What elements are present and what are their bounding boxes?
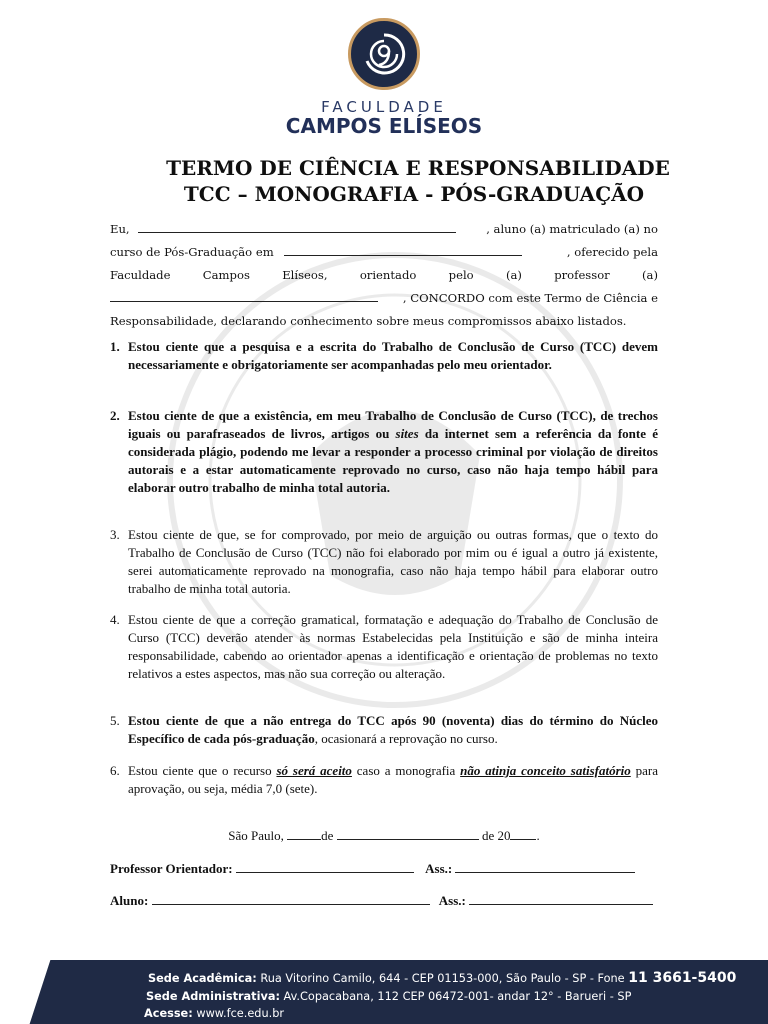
intro-text: , aluno (a) matriculado (a) no [486, 222, 658, 236]
year-blank-field[interactable] [510, 829, 536, 840]
advisor-signature-field[interactable] [455, 862, 635, 873]
day-blank-field[interactable] [287, 829, 321, 840]
intro-text: curso de Pós-Graduação em [110, 245, 274, 259]
logo-text-bottom: CAMPOS ELÍSEOS [285, 114, 483, 138]
intro-text: Faculdade Campos Elíseos, orientado pelo (a) professor (a) [110, 268, 658, 282]
logo-text-top: FACULDADE [321, 98, 447, 116]
intro-paragraph [110, 218, 658, 333]
name-blank-field[interactable] [138, 222, 456, 233]
document-subtitle: TCC – MONOGRAFIA - PÓS-GRADUAÇÃO [183, 182, 645, 206]
student-signature-row: Aluno: Ass.: [110, 893, 658, 909]
list-item: 3. Estou ciente de que, se for comprovado, por meio de arguição ou outras formas, que o texto do Trabalho de Conclusão de Curso (TCC) não foi elaborado por mim ou é igual a outro já existente, serei automaticamente reprovado na monografia, caso não haja tempo hábil para elaborar outro trabalho de minha total autoria. [110, 527, 658, 596]
intro-text: Responsabilidade, declarando conhecimento sobre meus compromissos abaixo listados. [110, 314, 627, 328]
footer-admin-address: Sede Administrativa: Av.Copacabana, 112 CEP 06472-001- andar 12° - Barueri - SP [146, 990, 632, 1003]
course-blank-field[interactable] [284, 245, 522, 256]
list-item: 6. Estou ciente que o recurso só será aceito caso a monografia não atinja conceito satisfatório para aprovação, ou seja, média 7,0 (sete). [110, 763, 658, 796]
list-item: 1. Estou ciente que a pesquisa e a escrita do Trabalho de Conclusão de Curso (TCC) devem necessariamente e obrigatoriamente ser acompanhadas pelo meu orientador. [110, 339, 658, 372]
document-title: TERMO DE CIÊNCIA E RESPONSABILIDADE [166, 156, 670, 180]
date-line: São Paulo, de de 20 . [228, 828, 540, 843]
advisor-signature-row: Professor Orientador: Ass.: [110, 861, 658, 877]
institution-logo [0, 18, 768, 138]
student-signature-field[interactable] [469, 894, 653, 905]
student-name-field[interactable] [152, 894, 430, 905]
logo-emblem-icon [348, 18, 420, 90]
footer-website-link[interactable]: Acesse: www.fce.edu.br [144, 1007, 285, 1020]
list-item: 5. Estou ciente de que a não entrega do TCC após 90 (noventa) dias do término do Núcleo Específico de cada pós-graduação, ocasionará a reprovação no curso. [110, 713, 658, 746]
footer-academic-address: Sede Acadêmica: Rua Vitorino Camilo, 644 - CEP 01153-000, São Paulo - SP - Fone 11 3661-5400 [148, 970, 737, 986]
list-item: 4. Estou ciente de que a correção gramatical, formatação e adequação do Trabalho de Conclusão de Curso (TCC) deverão atender às normas Estabelecidas pela Instituição e são de minha inteira responsabilidade, cabendo ao orientador apenas a identificação e orientação de problemas no texto relativos a estes aspectos, mas não sua correção ou alteração. [110, 612, 658, 681]
intro-text: Eu, [110, 222, 130, 236]
advisor-blank-field[interactable] [110, 291, 378, 302]
month-blank-field[interactable] [337, 829, 479, 840]
advisor-name-field[interactable] [236, 862, 414, 873]
intro-text: , oferecido pela [566, 245, 658, 259]
list-item: 2. Estou ciente de que a existência, em meu Trabalho de Conclusão de Curso (TCC), de trechos iguais ou parafraseados de livros, artigos ou sites da internet sem a referência da fonte é considerada plágio, podendo me levar a responder a processo criminal por violação de direitos autorais e a estar automaticamente reprovado no curso, caso não haja tempo hábil para elaborar outro trabalho de minha total autoria. [110, 408, 658, 495]
footer-bar [62, 960, 768, 1024]
intro-text: , CONCORDO com este Termo de Ciência e [402, 291, 658, 305]
